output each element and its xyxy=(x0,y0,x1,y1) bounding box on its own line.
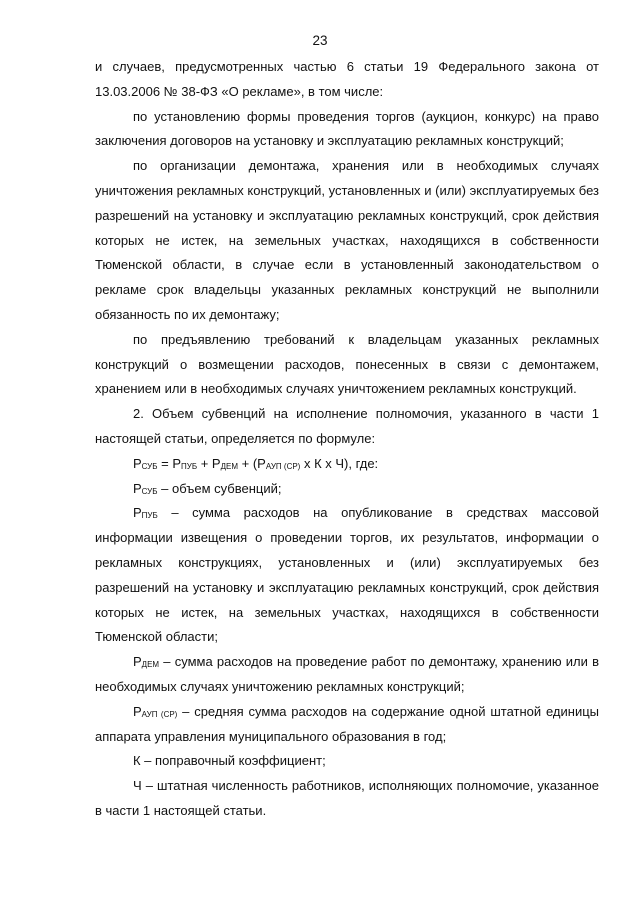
text-segment: Р xyxy=(133,703,142,719)
text-segment: + (Р xyxy=(238,455,266,471)
text-segment: – средняя сумма расходов на содержание одной штатной единицы аппарата управления муниципального образования в год; xyxy=(95,703,599,744)
paragraph-subvention xyxy=(95,402,599,452)
text-segment: Р xyxy=(133,654,142,670)
subscript-index: ДЕМ xyxy=(220,461,239,471)
text-segment: = Р xyxy=(157,455,182,471)
text-segment: Р xyxy=(133,455,142,471)
paragraph-dismantling xyxy=(95,154,599,328)
text-segment: 2. Объем субвенций на исполнение полномочия, указанного в части 1 настоящей статьи, определяется по формуле: xyxy=(95,406,599,446)
text-segment: х К х Ч), где: xyxy=(300,455,379,471)
paragraph-def-dem xyxy=(95,650,599,700)
paragraph-claims xyxy=(95,328,599,402)
paragraph-def-ch xyxy=(95,774,599,824)
text-segment: – сумма расходов на проведение работ по демонтажу, хранению или в необходимых случаях уничтожению рекламных конструкций; xyxy=(95,654,599,694)
subscript-index: СУБ xyxy=(141,486,158,496)
subscript-index: АУП (СР) xyxy=(265,461,301,471)
text-segment: и случаев, предусмотренных частью 6 статьи 19 Федерального закона от 13.03.2006 № 38-ФЗ «О рекламе», в том числе: xyxy=(95,59,599,99)
text-segment: Р xyxy=(133,505,142,521)
subscript-index: СУБ xyxy=(141,461,158,471)
text-segment: по установлению формы проведения торгов (аукцион, конкурс) на право заключения договоров на установку и эксплуатацию рекламных конструкций; xyxy=(95,108,599,149)
text-segment: + Р xyxy=(197,455,221,471)
paragraph-def-sub xyxy=(95,477,599,502)
subscript-index: ПУБ xyxy=(141,511,158,521)
paragraph-def-aup xyxy=(95,700,599,750)
paragraph-auction xyxy=(95,105,599,155)
paragraph-intro xyxy=(95,55,599,105)
text-segment: – объем субвенций; xyxy=(157,480,282,496)
text-segment: – сумма расходов на опубликование в средствах массовой информации извещения о проведении торгов, их результатов, информации о рекламных конструкциях, установленных и (или) эксплуатируемых без разрешений на установку и эксплуатацию рекламных конструкций, срок действия которых не истек, на земельных участках, находящихся в собственности Тюменской области; xyxy=(95,505,599,645)
document-body xyxy=(95,55,599,824)
text-segment: К – поправочный коэффициент; xyxy=(133,753,326,769)
paragraph-def-pub xyxy=(95,501,599,650)
page-number: 23 xyxy=(312,33,328,48)
text-segment: по предъявлению требований к владельцам указанных рекламных конструкций о возмещении расходов, понесенных в связи с демонтажем, хранением или в необходимых случаях уничтожением рекламных конструкций. xyxy=(95,331,599,397)
paragraph-formula xyxy=(95,452,599,477)
text-segment: Р xyxy=(133,480,142,496)
subscript-index: ПУБ xyxy=(181,461,198,471)
subscript-index: АУП (СР) xyxy=(141,709,178,719)
paragraph-def-k xyxy=(95,749,599,774)
text-segment: по организации демонтажа, хранения или в необходимых случаях уничтожения рекламных конструкций, установленных и (или) эксплуатируемых без разрешений на установку и эксплуатацию рекламных конструкций, срок действия которых не истек, на земельных участках, находящихся в собственности Тюменской области, в случае если в установленный законодательством о рекламе срок владельцы указанных рекламных конструкций не выполнили обязанность по их демонтажу; xyxy=(95,158,599,322)
text-segment: Ч – штатная численность работников, исполняющих полномочие, указанное в части 1 настоящей статьи. xyxy=(95,778,599,818)
subscript-index: ДЕМ xyxy=(141,660,160,670)
